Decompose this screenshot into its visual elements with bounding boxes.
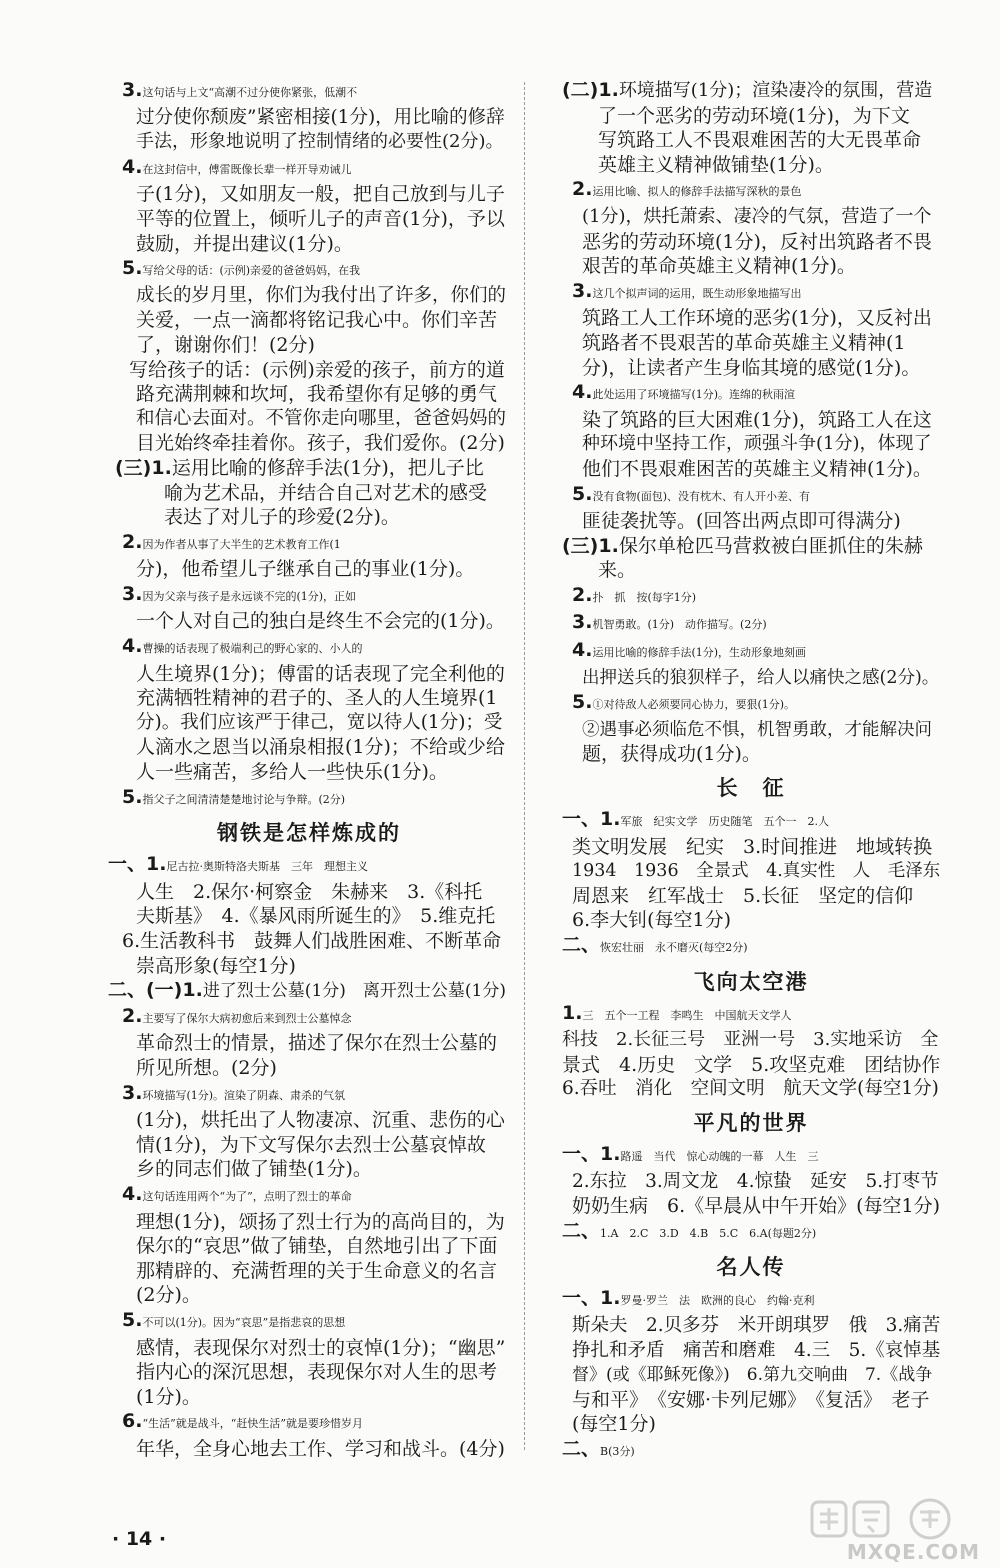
answer-line xyxy=(108,662,510,687)
answer-line xyxy=(562,1388,940,1413)
answer-line xyxy=(108,1336,510,1361)
answer-line xyxy=(108,382,510,407)
section-heading: 平凡的世界 xyxy=(693,1110,809,1135)
answer-line xyxy=(108,904,510,929)
item-number: 4. xyxy=(122,1182,143,1205)
answer-line xyxy=(108,431,510,456)
answer-line xyxy=(108,78,510,106)
answer-line xyxy=(108,978,510,1004)
answer-line xyxy=(108,256,510,284)
answer-text: 筑路工人工作环境的恶劣(1分)，又反衬出 xyxy=(582,307,932,330)
answer-text: ①对待敌人必须要同心协力，要狠(1分)。 xyxy=(592,698,796,712)
answer-line xyxy=(562,690,940,718)
answer-line xyxy=(562,432,940,457)
answer-line xyxy=(108,1234,510,1259)
answer-line xyxy=(108,1259,510,1284)
answer-line xyxy=(562,1194,940,1219)
answer-line xyxy=(108,582,510,610)
answer-text: 1.A 2.C 3.D 4.B 5.C 6.A(每题2分) xyxy=(600,1226,817,1240)
answer-text: 写给父母的话：(示例)亲爱的爸爸妈妈，在我 xyxy=(142,264,361,278)
section-heading: 名人传 xyxy=(716,1255,786,1280)
answer-text: 充满牺牲精神的君子的、圣人的人生境界(1 xyxy=(136,687,498,710)
answer-text: 和信心去面对。不管你走向哪里，爸爸妈妈的 xyxy=(136,407,507,429)
answer-line xyxy=(108,130,510,155)
answer-line xyxy=(562,1219,940,1247)
answer-line xyxy=(108,358,510,383)
answer-text: 这几个拟声词的运用，既生动形象地描写出 xyxy=(592,286,802,300)
answer-text: 匪徒袭扰等。(回答出两点即可得满分) xyxy=(582,510,901,533)
answer-line xyxy=(562,306,940,331)
answer-text: 类文明发展 纪实 3.时间推进 地域转换 xyxy=(572,835,933,858)
answer-line xyxy=(108,1004,510,1032)
answer-line xyxy=(562,457,940,482)
answer-text: 因为作者从事了大半生的艺术教育工作(1 xyxy=(142,537,341,551)
answer-line xyxy=(562,1170,940,1195)
answer-text: 指内心的深沉思想，表现保尔对人生的思考 xyxy=(136,1361,498,1384)
answer-text: 目光始终牵挂着你。孩子，我们爱你。(2分) xyxy=(136,432,505,455)
answer-line xyxy=(108,333,510,358)
answer-text: 分)，让读者产生身临其境的感觉(1分)。 xyxy=(582,356,921,379)
item-number: 二、(一)1. xyxy=(108,979,203,1002)
item-number: 2. xyxy=(572,178,593,201)
answer-line xyxy=(108,852,510,880)
answer-text: 人生 2.保尔·柯察金 朱赫来 3.《科托 xyxy=(136,880,483,903)
answer-line xyxy=(108,735,510,760)
answer-line xyxy=(562,807,940,835)
answer-text: 出押送兵的狼狈样子，给人以痛快之感(2分)。 xyxy=(582,667,940,688)
answer-text: 三 五个一工程 李鸣生 中国航天文学人 xyxy=(582,1008,792,1022)
answer-line xyxy=(108,407,510,432)
answer-line xyxy=(108,1031,510,1056)
answer-line xyxy=(562,78,940,104)
answer-line xyxy=(562,1142,940,1170)
answer-line xyxy=(108,232,510,257)
answer-text: 了，谢谢你们！(2分) xyxy=(136,333,315,356)
item-number: 5. xyxy=(122,1308,143,1331)
item-number: 2. xyxy=(122,1004,143,1027)
answer-text: 筑路者不畏艰苦的革命英雄主义精神(1 xyxy=(582,331,906,354)
answer-text: 成长的岁月里，你们为我付出了许多，你们的 xyxy=(136,284,507,306)
answer-text: 扑 抓 按(每字1分) xyxy=(592,590,697,604)
answer-text: 在这封信中，傅雷既像长辈一样开导劝诫儿 xyxy=(142,162,352,176)
item-number: 3. xyxy=(122,582,143,605)
answer-line xyxy=(562,205,940,230)
item-number: 4. xyxy=(122,155,143,178)
answer-text: 6.吞吐 消化 空间文明 航天文学(每空1分) xyxy=(562,1078,939,1100)
answer-text: 写筑路工人不畏艰难困苦的大无畏革命 xyxy=(598,129,922,152)
item-number: 4. xyxy=(572,381,593,404)
answer-text: 曹操的话表现了极端利己的野心家的、小人的 xyxy=(142,642,363,656)
answer-line xyxy=(108,634,510,662)
watermark-url: MXQE.COM xyxy=(846,1540,980,1564)
item-number: 二、 xyxy=(562,1219,601,1242)
answer-text: 环境描写(1分)；渲染凄冷的氛围，营造 xyxy=(618,80,933,101)
answer-line xyxy=(562,908,940,933)
answer-text: 不可以(1分)。因为“哀思”是指悲哀的思想 xyxy=(142,1315,346,1329)
answer-line xyxy=(108,557,510,582)
answer-line xyxy=(108,1409,510,1437)
answer-line xyxy=(562,1363,940,1388)
item-number: 1. xyxy=(562,1001,583,1024)
answer-text: 路充满荆棘和坎坷，我希望你有足够的勇气 xyxy=(136,383,498,406)
item-number: 一、1. xyxy=(562,808,621,831)
item-number: 一、1. xyxy=(108,853,167,876)
answer-text: 夫斯基》 4.《暴风雨所诞生的》 5.维克托 xyxy=(136,905,496,928)
answer-text: 进了烈士公墓(1分) 离开烈士公墓(1分) xyxy=(202,981,506,1002)
item-number: 5. xyxy=(572,691,593,714)
answer-text: 过分使你颓废”紧密相接(1分)，用比喻的修辞 xyxy=(136,106,505,128)
answer-text: 表达了对儿子的珍爱(2分)。 xyxy=(164,506,400,529)
answer-text: 运用比喻的修辞手法(1分)，把儿子比 xyxy=(171,456,484,479)
answer-text: 崇高形象(每空1分) xyxy=(136,954,296,977)
answer-text: 恶劣的劳动环境(1分)，反衬出筑路者不畏 xyxy=(582,230,932,253)
answer-line xyxy=(562,558,940,583)
item-number: 2. xyxy=(122,530,143,553)
item-number: 3. xyxy=(122,79,143,101)
answer-text: “生活”就是战斗，“赶快生活”就是要珍惜岁月 xyxy=(142,1417,363,1431)
left-column xyxy=(108,78,510,1461)
answer-line xyxy=(108,284,510,309)
answer-line xyxy=(108,1157,510,1182)
answer-text: 恢宏壮丽 永不磨灭(每空2分) xyxy=(600,941,748,954)
answer-text: 保尔单枪匹马营救被白匪抓住的朱赫 xyxy=(618,534,923,557)
section-heading: 飞向太空港 xyxy=(693,969,809,994)
answer-text: 奶奶生病 6.《早晨从中午开始》(每空1分) xyxy=(572,1195,941,1218)
answer-line xyxy=(108,1182,510,1210)
answer-text: 运用比喻、拟人的修辞手法描写深秋的景色 xyxy=(592,185,802,199)
answer-text: 运用比喻的修辞手法(1分)，生动形象地刻画 xyxy=(592,646,807,660)
answer-text: 与和平》 《安娜·卡列尼娜》 《复活》 老子 xyxy=(572,1388,930,1411)
answer-text: 题，获得成功(1分)。 xyxy=(582,743,761,766)
item-number: 二、 xyxy=(562,934,601,956)
answer-line xyxy=(108,207,510,232)
answer-text: 鼓励，并提出建议(1分)。 xyxy=(136,232,353,255)
answer-line xyxy=(562,718,940,743)
answer-line xyxy=(108,929,510,954)
answer-line xyxy=(562,1053,940,1078)
answer-line xyxy=(562,859,940,884)
answer-line xyxy=(562,583,940,611)
item-number: 一、1. xyxy=(562,1287,621,1310)
answer-text: (1分)，烘托出了人物凄凉、沉重、悲伤的心 xyxy=(136,1109,505,1132)
answer-line xyxy=(562,1001,940,1029)
answer-line xyxy=(108,1081,510,1109)
answer-line xyxy=(108,760,510,785)
answer-text: 艰苦的革命英雄主义精神(1分)。 xyxy=(582,255,856,278)
answer-text: 分)，他希望儿子继承自己的事业(1分)。 xyxy=(136,558,475,581)
answer-text: (每空1分) xyxy=(572,1413,656,1436)
item-number: 一、1. xyxy=(562,1142,621,1165)
answer-line xyxy=(108,609,510,634)
item-number: 5. xyxy=(122,785,143,808)
answer-text: 路遥 当代 惊心动魄的一幕 人生 三 xyxy=(620,1149,819,1163)
answer-text: 了一个恶劣的劳动环境(1分)，为下文 xyxy=(598,104,910,127)
answer-line xyxy=(562,153,940,178)
answer-line xyxy=(108,880,510,905)
right-column xyxy=(562,78,940,1465)
answer-line xyxy=(562,177,940,205)
answer-text: 感情，表现保尔对烈士的哀悼(1分)；“幽思” xyxy=(136,1336,506,1359)
answer-text: 挣扎和矛盾 痛苦和磨难 4.三 5.《哀悼基 xyxy=(572,1339,941,1361)
answer-line xyxy=(562,331,940,356)
answer-line xyxy=(108,1210,510,1235)
answer-line xyxy=(562,933,940,961)
item-number: (三)1. xyxy=(562,534,619,557)
answer-text: 人滴水之恩当以涌泉相报(1分)；不给或少给 xyxy=(136,736,505,759)
answer-line xyxy=(108,785,510,813)
column-divider xyxy=(524,82,525,1450)
answer-text: 喻为艺术品，并结合自己对艺术的感受 xyxy=(164,481,488,504)
answer-line xyxy=(562,356,940,381)
watermark-logo xyxy=(810,1496,970,1542)
answer-line xyxy=(562,482,940,510)
answer-line xyxy=(108,1108,510,1133)
answer-text: 人一些痛苦，多给人一些快乐(1分)。 xyxy=(136,761,448,784)
answer-text: 斯朵夫 2.贝多芬 米开朗琪罗 俄 3.痛苦 xyxy=(572,1314,941,1336)
answer-text: 周恩来 红军战士 5.长征 坚定的信仰 xyxy=(572,884,914,907)
answer-text: 关爱，一点一滴都将铭记我心中。你们辛苦 xyxy=(136,309,498,332)
answer-line xyxy=(562,884,940,909)
answer-text: 情(1分)，为下文写保尔去烈士公墓哀悼故 xyxy=(136,1133,486,1156)
answer-text: 保尔的“哀思”做了铺垫，自然地引出了下面 xyxy=(136,1235,498,1258)
answer-text: 所见所想。(2分) xyxy=(136,1056,277,1079)
answer-text: 种环境中坚持工作，顽强斗争(1分)，体现了 xyxy=(582,433,932,455)
answer-line xyxy=(562,638,940,666)
answer-line xyxy=(108,1056,510,1081)
answer-text: 军旅 纪实文学 历史随笔 五个一 2.人 xyxy=(620,815,829,829)
answer-text: 英雄主义精神做铺垫(1分)。 xyxy=(598,153,834,176)
answer-text: 机智勇敢。(1分) 动作描写。(2分) xyxy=(592,618,767,632)
answer-text: 罗曼·罗兰 法 欧洲的良心 约翰·克利 xyxy=(620,1294,815,1308)
answer-text: 没有食物(面包)、没有枕木、有人开小差、有 xyxy=(592,489,811,503)
answer-text: 督》(或《耶稣死像》) 6.第九交响曲 7.《战争 xyxy=(572,1365,933,1386)
answer-line xyxy=(108,1133,510,1158)
item-number: 4. xyxy=(122,635,143,658)
answer-line xyxy=(562,380,940,408)
answer-text: 景式 4.历史 文学 5.攻坚克难 团结协作 xyxy=(562,1053,941,1076)
item-number: 二、 xyxy=(562,1437,601,1460)
item-number: 5. xyxy=(572,482,593,505)
item-number: 3. xyxy=(572,279,593,302)
answer-text: 来。 xyxy=(598,559,637,582)
answer-text: (1分)，烘托萧索、凄冷的气氛，营造了一个 xyxy=(582,205,932,227)
answer-text: 乡的同志们做了铺垫(1分)。 xyxy=(136,1158,372,1181)
item-number: 5. xyxy=(122,257,143,280)
item-number: 3. xyxy=(572,611,593,634)
answer-text: 指父子之间清清楚楚地讨论与争辩。(2分) xyxy=(142,792,346,806)
answer-line xyxy=(562,742,940,767)
answer-text: 革命烈士的情景，描述了保尔在烈士公墓的 xyxy=(136,1032,498,1055)
answer-line xyxy=(108,1360,510,1385)
answer-text: (2分)。 xyxy=(136,1284,201,1307)
answer-line xyxy=(562,1028,940,1053)
answer-text: 这句话与上文“高潮不过分使你紧张，低潮不 xyxy=(142,86,358,99)
answer-line xyxy=(562,230,940,255)
answer-line xyxy=(108,954,510,979)
answer-text: 主要写了保尔大病初愈后来到烈士公墓悼念 xyxy=(142,1011,352,1025)
answer-line xyxy=(108,1437,510,1462)
answer-line xyxy=(562,534,940,559)
answer-line xyxy=(562,835,940,860)
page-number: · 14 · xyxy=(112,1528,167,1550)
answer-line xyxy=(562,1314,940,1339)
answer-line xyxy=(108,106,510,131)
section-heading: 长 征 xyxy=(716,776,786,801)
item-number: (三)1. xyxy=(115,456,172,479)
answer-text: 那精辟的、充满哲理的关于生命意义的名言 xyxy=(136,1259,498,1282)
answer-text: 环境描写(1分)。渲染了阴森、肃杀的气氛 xyxy=(142,1088,346,1102)
answer-text: B(3分) xyxy=(600,1444,635,1458)
answer-line xyxy=(108,505,510,530)
answer-line xyxy=(562,279,940,307)
answer-text: 染了筑路的巨大困难(1分)，筑路工人在这 xyxy=(582,408,932,431)
answer-line xyxy=(108,308,510,333)
item-number: (二)1. xyxy=(562,79,619,101)
answer-text: 6.生活教科书 鼓舞人们战胜困难、不断革命 xyxy=(122,930,502,952)
answer-line xyxy=(108,1385,510,1410)
answer-line xyxy=(562,666,940,691)
answer-text: 这句话连用两个“为了”，点明了烈士的革命 xyxy=(142,1189,352,1203)
answer-text: 写给孩子的话：(示例)亲爱的孩子，前方的道 xyxy=(129,358,505,381)
answer-text: 手法，形象地说明了控制情绪的必要性(2分)。 xyxy=(136,131,504,153)
item-number: 4. xyxy=(572,639,593,662)
answer-line xyxy=(562,1412,940,1437)
answer-text: 6.李大钊(每空1分) xyxy=(572,909,732,932)
item-number: 2. xyxy=(572,583,593,606)
answer-text: 此处运用了环境描写(1分)。连绵的秋雨渲 xyxy=(592,388,796,402)
answer-line xyxy=(562,509,940,534)
answer-line xyxy=(108,1308,510,1336)
answer-line xyxy=(562,104,940,129)
answer-text: 分)。我们应该严于律己，宽以待人(1分)；受 xyxy=(136,711,503,733)
answer-text: 他们不畏艰难困苦的英雄主义精神(1分)。 xyxy=(582,457,932,480)
answer-line xyxy=(562,1339,940,1364)
answer-text: ②遇事必须临危不惧，机智勇敢，才能解决问 xyxy=(582,719,932,740)
answer-text: 平等的位置上，倾听儿子的声音(1分)，予以 xyxy=(136,207,505,230)
answer-line xyxy=(562,610,940,638)
answer-line xyxy=(108,456,510,481)
answer-text: 年华，全身心地去工作、学习和战斗。(4分) xyxy=(136,1437,505,1460)
answer-line xyxy=(108,481,510,506)
answer-line xyxy=(108,530,510,558)
answer-text: 理想(1分)，颂扬了烈士行为的高尚目的，为 xyxy=(136,1210,505,1233)
answer-line xyxy=(562,1437,940,1465)
answer-text: 尼古拉·奥斯特洛夫斯基 三年 理想主义 xyxy=(166,860,368,874)
answer-line xyxy=(108,1283,510,1308)
answer-line xyxy=(562,1077,940,1102)
answer-text: 1934 1936 全景式 4.真实性 人 毛泽东 xyxy=(572,861,941,882)
section-heading: 钢铁是怎样炼成的 xyxy=(217,821,401,846)
answer-line xyxy=(108,182,510,207)
answer-line xyxy=(562,408,940,433)
answer-line xyxy=(108,686,510,711)
answer-line xyxy=(562,1286,940,1314)
answer-text: 科技 2.长征三号 亚洲一号 3.实地采访 全 xyxy=(562,1029,939,1051)
answer-text: 人生境界(1分)；傅雷的话表现了完全利他的 xyxy=(136,662,505,685)
answer-text: 因为父亲与孩子是永远谈不完的(1分)，正如 xyxy=(142,589,357,603)
answer-line xyxy=(108,711,510,736)
answer-text: 2.东拉 3.周文龙 4.惊蛰 延安 5.打枣节 xyxy=(572,1170,939,1192)
item-number: 6. xyxy=(122,1410,143,1433)
answer-line xyxy=(562,128,940,153)
answer-text: 子(1分)，又如朋友一般，把自己放到与儿子 xyxy=(136,183,505,206)
answer-text: 一个人对自己的独白是终生不会完的(1分)。 xyxy=(136,610,505,633)
answer-text: (1分)。 xyxy=(136,1385,201,1408)
answer-line xyxy=(562,254,940,279)
answer-line xyxy=(108,155,510,183)
item-number: 3. xyxy=(122,1081,143,1104)
